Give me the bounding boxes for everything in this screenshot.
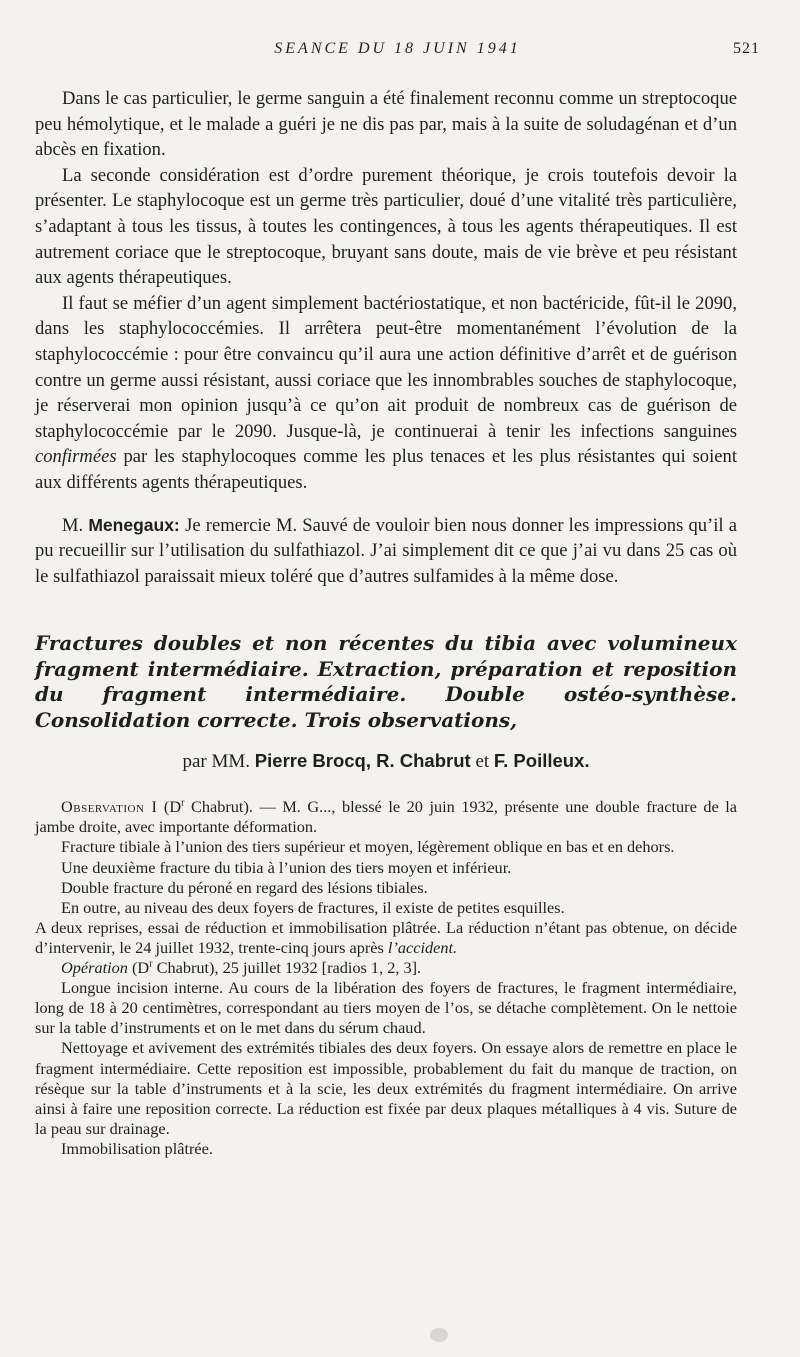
observation-line: Longue incision interne. Au cours de la libération des foyers de fractures, le fragment intermédiaire, long de 18 à 20 centimètres, correspondant au tiers moyen de l’os, se détache complètement. On le nettoie sur la table d’instruments et on le met dans du sérum chaud. — [35, 978, 737, 1038]
body-text — [35, 86, 737, 1159]
observation-line: En outre, au niveau des deux foyers de fractures, il existe de petites esquilles. — [61, 897, 565, 917]
paragraph: Dans le cas particulier, le germe sanguin a été finalement reconnu comme un streptocoque peu hémolytique, et le malade a guéri je ne dis pas par, mais à la suite de soludagénan et d’un abcès en fixation. — [35, 88, 737, 161]
speaker-prefix: M. — [62, 514, 89, 536]
observation-line: Double fracture du péroné en regard des lésions tibiales. — [61, 877, 428, 897]
observation-line: Immobilisation plâtrée. — [61, 1138, 213, 1158]
observation-section — [35, 797, 737, 1159]
superscript: r — [181, 797, 185, 809]
paragraph — [35, 291, 737, 496]
operation-line — [35, 958, 737, 978]
speaker-colon: : — [173, 514, 186, 535]
speaker-name: Menegaux — [88, 514, 174, 535]
discussion-paragraph — [35, 513, 737, 590]
observation-intro — [35, 797, 737, 837]
observation-label: Observation I — [61, 797, 158, 817]
authors: Pierre Brocq, R. Chabrut — [254, 750, 471, 772]
page-number: 521 — [733, 40, 760, 57]
observation-line — [35, 918, 737, 958]
observation-line: Une deuxième fracture du tibia à l’union des tiers moyen et inférieur. — [61, 857, 512, 877]
byline-and: et — [470, 751, 494, 773]
paragraph-text: par les staphylocoques comme les plus tenaces et les plus résistantes qui soient aux différents agents thérapeutiques. — [35, 446, 737, 493]
speaker-text: Je remercie M. Sauvé de vouloir bien nous donner les impressions qu’il a pu recueillir sur l’utilisation du sulfathiazol. J’ai simplement dit ce que j’ai vu dans 25 cas où le sulfathiazol paraissait mieux toléré que d’autres sulfamides à la même dose. — [35, 514, 737, 587]
byline-prefix: par MM. — [182, 751, 255, 773]
observation-line: Nettoyage et avivement des extrémités tibiales des deux foyers. On essaye alors de remettre en place le fragment intermédiaire. Cette reposition est impossible, probablement du fait du manque de traction, on résèque sur la table d’instruments et à la scie, les deux extrémités du fragment intermédiaire. On arrive ainsi à faire une reposition correcte. La réduction est fixée par deux plaques métalliques à 4 vis. Suture de la peau sur drainage. — [35, 1038, 737, 1138]
article-title: Fractures doubles et non récentes du tibia avec volumineux fragment intermédiaire. Extraction, préparation et reposition du fragment intermédiaire. Double ostéo-synthèse. Consolidation correcte. Trois observations, — [35, 631, 737, 732]
running-header — [35, 40, 760, 64]
paragraph: La seconde considération est d’ordre purement théorique, je crois toutefois devoir la présenter. Le staphylocoque est un germe très particulier, doué d’une vitalité très particulière, s’adaptant à tous les tissus, à toutes les contingences, à tous les agents thérapeutiques. Il est autrement coriace que le streptocoque, bruyant sans doute, mais de vie brève et peu résistant aux agents thérapeutiques. — [35, 164, 737, 289]
operation-label: Opération — [61, 958, 128, 978]
header-title: SEANCE DU 18 JUIN 1941 — [274, 40, 521, 57]
byline — [35, 748, 737, 775]
page-smudge — [430, 1328, 448, 1342]
superscript: r — [149, 958, 153, 970]
emphasis-text: l’accident. — [387, 937, 458, 957]
observation-text: A deux reprises, essai de réduction et immobilisation plâtrée. La réduction n’étant pas obtenue, on décide d’intervenir, le 24 juillet 1932, trente-cinq jours après — [35, 917, 737, 957]
paragraph-text: Il faut se méfier d’un agent simplement bactériostatique, et non bactéricide, fût-il le 2090, dans les staphylococcémies. Il arrêtera peut-être momentanément l’évolution de la staphylococcémie : pour être convaincu qu’il aura une action définitive d’arrêt et de guérison contre un germe aussi résistant, aussi coriace que les innombrables souches de staphylocoque, je réserverai mon opinion jusqu’à ce qu’on ait produit de nombreux cas de guérison de staphylococcémie par le 2090. Jusque-là, je continuerai à tenir les infections sanguines — [35, 292, 737, 442]
observation-text: Chabrut), 25 juillet 1932 [radios 1, 2, 3]. — [152, 958, 422, 978]
observation-text: (D — [127, 958, 150, 978]
observation-text: (D — [157, 797, 182, 817]
observation-line: Fracture tibiale à l’union des tiers supérieur et moyen, légèrement oblique en bas et en dehors. — [61, 837, 675, 857]
last-author: F. Poilleux. — [493, 750, 590, 772]
observation-text: Chabrut). — M. G..., blessé le 20 juin 1932, présente une double fracture de la jambe droite, avec importante déformation. — [35, 797, 738, 837]
emphasis-text: confirmées — [35, 446, 117, 468]
